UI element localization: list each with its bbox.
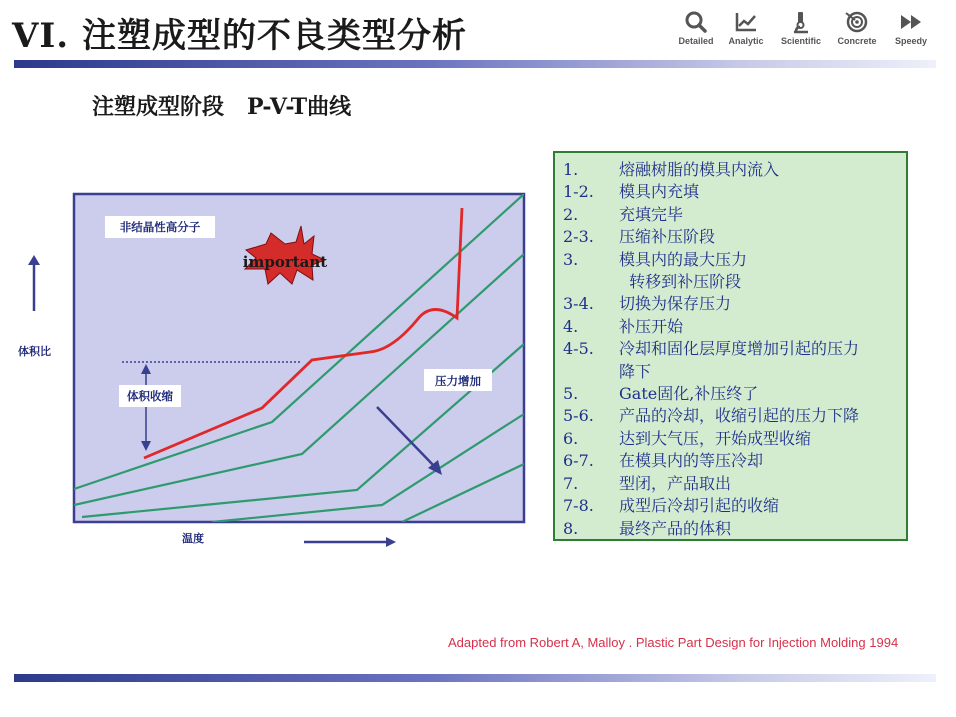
legend-num bbox=[563, 361, 619, 383]
legend-item bbox=[563, 316, 906, 338]
stage-legend bbox=[553, 151, 908, 541]
legend-text: Gate固化,补压终了 bbox=[619, 384, 759, 404]
fast-forward-icon bbox=[898, 10, 924, 34]
legend-item bbox=[563, 450, 906, 472]
legend-num: 2-3. bbox=[563, 227, 594, 247]
legend-item bbox=[563, 338, 906, 360]
page-title: VI. 注塑成型的不良类型分析 bbox=[12, 16, 467, 56]
legend-item bbox=[563, 293, 906, 315]
y-axis-label: 体积比 bbox=[18, 345, 51, 358]
legend-item bbox=[563, 473, 906, 495]
legend-item bbox=[563, 405, 906, 427]
important-label: important bbox=[242, 253, 328, 271]
x-axis-label: 温度 bbox=[182, 532, 204, 545]
legend-text: 型闭，产品取出 bbox=[619, 473, 732, 493]
legend-item bbox=[563, 204, 906, 226]
legend-num: 4. bbox=[563, 316, 579, 336]
magnifier-icon bbox=[683, 10, 709, 34]
nav-label: Speedy bbox=[894, 36, 927, 46]
legend-text: 模具内的最大压力 bbox=[619, 249, 748, 269]
line-chart-icon bbox=[733, 10, 759, 34]
legend-item bbox=[563, 383, 906, 405]
nav-label: Detailed bbox=[678, 36, 714, 46]
legend-num: 5. bbox=[563, 384, 579, 404]
legend-num: 1-2. bbox=[563, 182, 594, 202]
legend-item bbox=[563, 226, 906, 248]
legend-text: 压缩补压阶段 bbox=[619, 227, 716, 247]
source-credit: Adapted from Robert A, Malloy . Plastic Part Design for Injection Molding 1994 bbox=[448, 635, 899, 650]
target-icon bbox=[844, 10, 870, 34]
legend-num bbox=[563, 271, 619, 293]
legend-item bbox=[563, 249, 906, 271]
legend-num: 5-6. bbox=[563, 406, 594, 426]
pvt-diagram bbox=[72, 192, 528, 525]
legend-text: 冷却和固化层厚度增加引起的压力 bbox=[619, 339, 860, 359]
legend-num: 8. bbox=[563, 518, 579, 538]
pressure-increase-label: 压力增加 bbox=[435, 374, 481, 388]
legend-text: 切换为保存压力 bbox=[619, 294, 732, 314]
legend-num: 6. bbox=[563, 428, 579, 448]
legend-text: 转移到补压阶段 bbox=[619, 272, 742, 292]
footer-divider bbox=[14, 674, 936, 682]
legend-text: 成型后冷却引起的收缩 bbox=[619, 496, 780, 516]
legend-num: 7-8. bbox=[563, 496, 594, 516]
legend-text: 降下 bbox=[619, 361, 652, 381]
legend-text: 充填完毕 bbox=[619, 204, 684, 224]
legend-item bbox=[563, 159, 906, 181]
amorphous-label: 非结晶性高分子 bbox=[119, 220, 201, 234]
legend-text: 达到大气压，开始成型收缩 bbox=[619, 428, 812, 448]
nav-analytic[interactable] bbox=[716, 10, 776, 46]
legend-text: 熔融树脂的模具内流入 bbox=[619, 160, 780, 179]
legend-item bbox=[563, 495, 906, 517]
legend-num: 3-4. bbox=[563, 294, 594, 314]
legend-text: 产品的冷却，收缩引起的压力下降 bbox=[619, 406, 860, 426]
section-subtitle: 注塑成型阶段 P-V-T曲线 bbox=[92, 94, 352, 120]
legend-item bbox=[563, 518, 906, 540]
nav-label: Analytic bbox=[728, 36, 764, 46]
legend-num: 2. bbox=[563, 204, 579, 224]
legend-num: 3. bbox=[563, 249, 579, 269]
microscope-icon bbox=[788, 10, 814, 34]
nav-scientific[interactable] bbox=[771, 10, 831, 46]
legend-text: 模具内充填 bbox=[619, 182, 700, 202]
nav-concrete[interactable] bbox=[827, 10, 887, 46]
nav-speedy[interactable] bbox=[881, 10, 941, 46]
y-axis-arrow bbox=[24, 255, 44, 315]
legend-item bbox=[563, 271, 906, 293]
legend-text: 在模具内的等压冷却 bbox=[619, 451, 764, 471]
legend-num: 7. bbox=[563, 473, 579, 493]
legend-item bbox=[563, 361, 906, 383]
shrinkage-label: 体积收缩 bbox=[127, 389, 173, 403]
x-axis-arrow bbox=[302, 535, 398, 549]
legend-num: 1. bbox=[563, 160, 579, 179]
legend-num: 6-7. bbox=[563, 451, 594, 471]
legend-num: 4-5. bbox=[563, 339, 594, 359]
legend-item bbox=[563, 181, 906, 203]
header-divider bbox=[14, 60, 936, 68]
legend-item bbox=[563, 428, 906, 450]
nav-label: Scientific bbox=[780, 36, 821, 46]
legend-text: 最终产品的体积 bbox=[619, 518, 732, 538]
legend-text: 补压开始 bbox=[619, 316, 684, 336]
nav-label: Concrete bbox=[837, 36, 877, 46]
